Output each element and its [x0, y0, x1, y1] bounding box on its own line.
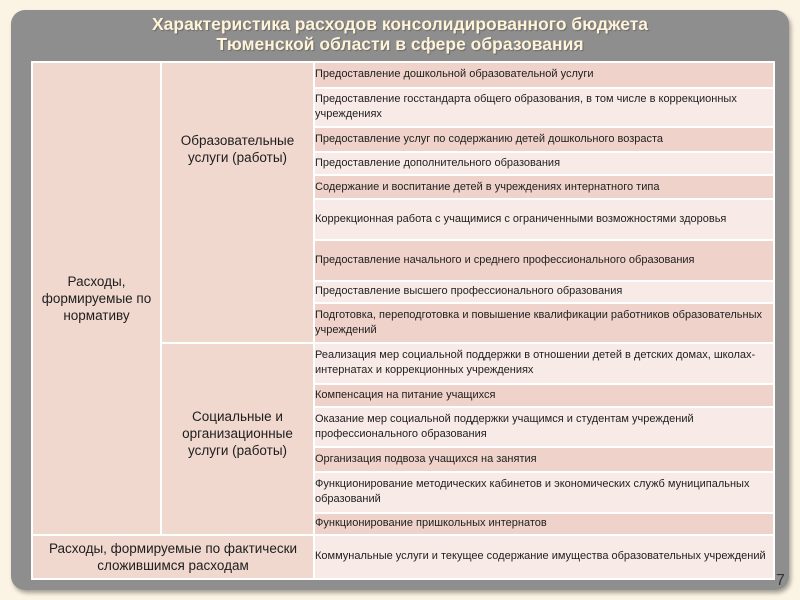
category-normative: Расходы, формируемые по нормативу	[32, 62, 161, 535]
page-title	[11, 14, 789, 54]
table-row: Оказание мер социальной поддержки учащимся и студентам учреждений профессионального образования	[314, 407, 774, 447]
table-row: Реализация мер социальной поддержки в отношении детей в детских домах, школах-интернатах и коррекционных учреждениях	[314, 343, 774, 384]
page-number: 7	[776, 572, 785, 589]
group-educational: Образовательные услуги (работы)	[161, 62, 314, 343]
table-row: Предоставление начального и среднего профессионального образования	[314, 240, 774, 281]
table-row: Предоставление высшего профессионального образования	[314, 281, 774, 303]
table-row: Предоставление дополнительного образования	[314, 152, 774, 176]
category-actual: Расходы, формируемые по фактически сложившимся расходам	[32, 535, 314, 579]
table-row: Предоставление госстандарта общего образования, в том числе в коррекционных учреждениях	[314, 88, 774, 128]
table-row: Функционирование пришкольных интернатов	[314, 513, 774, 535]
group-social: Социальные и организационные услуги (работы)	[161, 343, 314, 535]
expenses-table	[31, 61, 775, 580]
table-row: Предоставление дошкольной образовательной услуги	[314, 62, 774, 88]
table-row: Функционирование методических кабинетов и экономических служб муниципальных образований	[314, 472, 774, 513]
table-row: Коррекционная работа с учащимися с ограниченными возможностями здоровья	[314, 199, 774, 240]
table-row: Коммунальные услуги и текущее содержание имущества образовательных учреждений	[314, 535, 774, 579]
table-row: Подготовка, переподготовка и повышение квалификации работников образовательных учреждений	[314, 303, 774, 343]
table-row: Содержание и воспитание детей в учреждениях интернатного типа	[314, 175, 774, 199]
table-row: Компенсация на питание учащихся	[314, 384, 774, 408]
table-row: Организация подвоза учащихся на занятия	[314, 447, 774, 472]
table-row: Предоставление услуг по содержанию детей дошкольного возраста	[314, 127, 774, 152]
title-line-1: Характеристика расходов консолидированного бюджета	[151, 14, 649, 34]
title-line-2: Тюменской области в сфере образования	[216, 34, 584, 54]
